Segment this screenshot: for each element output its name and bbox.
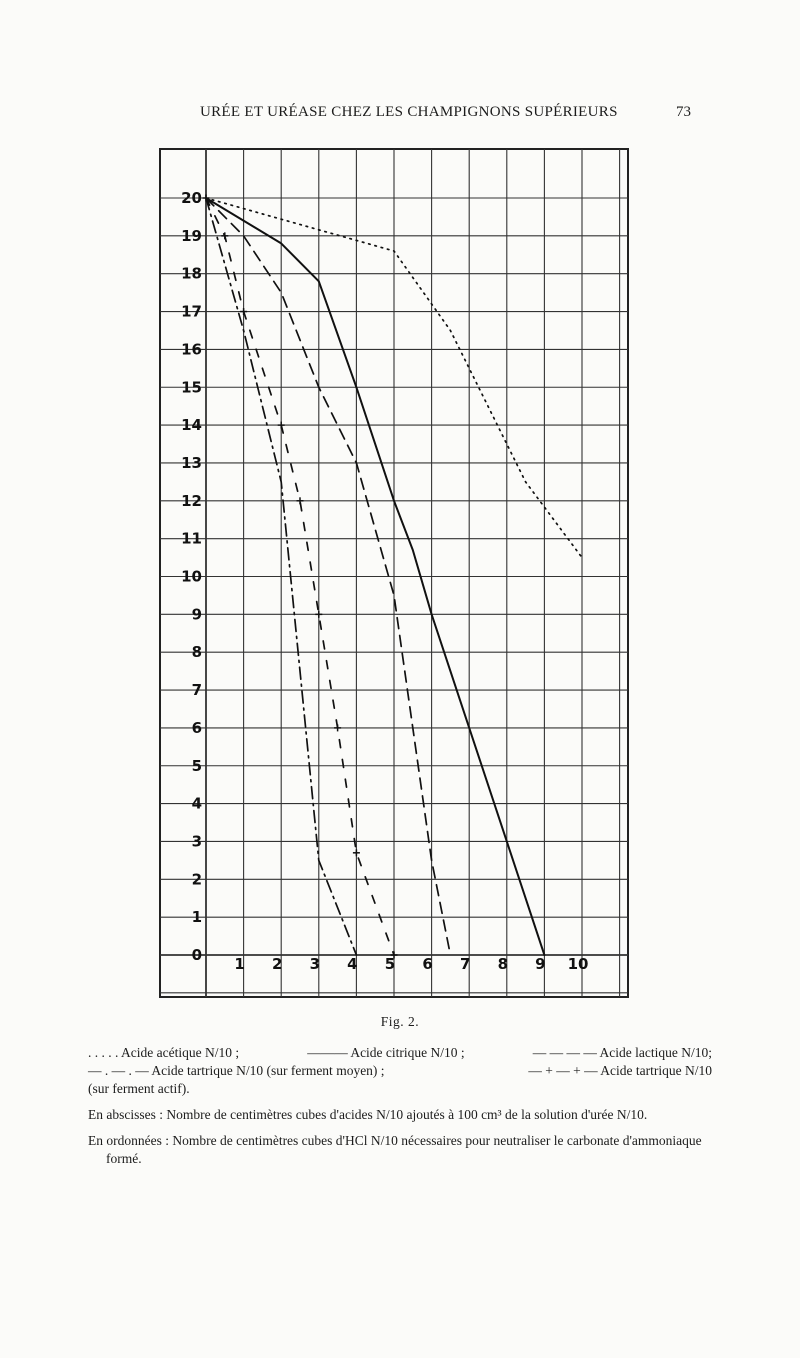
y-tick-label: 7 [191,681,202,700]
chart-grid [160,149,628,997]
abscissa-definition: En abscisses : Nombre de centimètres cubes d'acides N/10 ajoutés à 100 cm³ de la solution d'urée N/10. [88,1107,648,1122]
y-tick-label: 17 [181,302,202,321]
y-tick-label: 4 [191,794,202,813]
legend-citric: ——— Acide citrique N/10 ; [307,1045,465,1060]
y-tick-label: 11 [181,529,202,548]
legend-tartaric-active: — + — + — Acide tartrique N/10 [528,1063,712,1078]
x-tick-label: 5 [384,955,396,973]
legend-acetic: . . . . . Acide acétique N/10 ; [88,1045,240,1060]
legend-line-1 [88,1044,712,1062]
x-tick-label: 10 [567,955,589,973]
y-tick-label: 0 [191,946,202,964]
y-tick-label: 10 [181,567,202,586]
x-tick-label: 8 [497,955,509,973]
x-tick-label: 9 [535,955,546,973]
y-tick-label: 18 [181,264,202,283]
figure-caption: Fig. 2. [380,1014,420,1029]
page-number: 73 [676,104,691,120]
running-title: URÉE ET URÉASE CHEZ LES CHAMPIGNONS SUPÉRIEURS [200,104,618,120]
y-tick-label: 13 [181,453,202,472]
y-tick-label: 14 [181,416,202,435]
y-tick-label: 1 [191,908,202,927]
x-tick-label: 2 [271,955,283,973]
figure-legend [88,1044,712,1168]
y-tick-label: 19 [181,226,202,245]
x-tick-label: 7 [459,955,471,973]
x-tick-label: 4 [347,955,358,973]
x-tick-label: 1 [234,955,245,973]
legend-line-2 [88,1062,712,1080]
legend-line-3: (sur ferment actif). [88,1081,190,1096]
y-tick-label: 6 [191,718,202,737]
ordinate-definition: En ordonnées : Nombre de centimètres cubes d'HCl N/10 nécessaires pour neutraliser le carbonate d'ammoniaque formé. [88,1133,702,1166]
legend-lactic: — — — — Acide lactique N/10; [532,1045,712,1060]
y-tick-label: 3 [191,832,202,851]
x-tick-label: 3 [309,955,321,973]
y-tick-label: 5 [191,756,202,775]
x-tick-label: 6 [422,955,433,973]
y-tick-label: 12 [181,491,202,510]
y-tick-label: 8 [191,643,202,662]
y-tick-label: 15 [181,378,202,397]
legend-tartaric-medium: — . — . — Acide tartrique N/10 (sur ferment moyen) ; [88,1063,385,1078]
y-tick-label: 16 [181,340,202,359]
y-tick-label: 20 [181,189,202,207]
y-tick-label: 2 [191,870,202,889]
y-tick-label: 9 [191,605,202,624]
chart-tick-labels [181,189,588,973]
